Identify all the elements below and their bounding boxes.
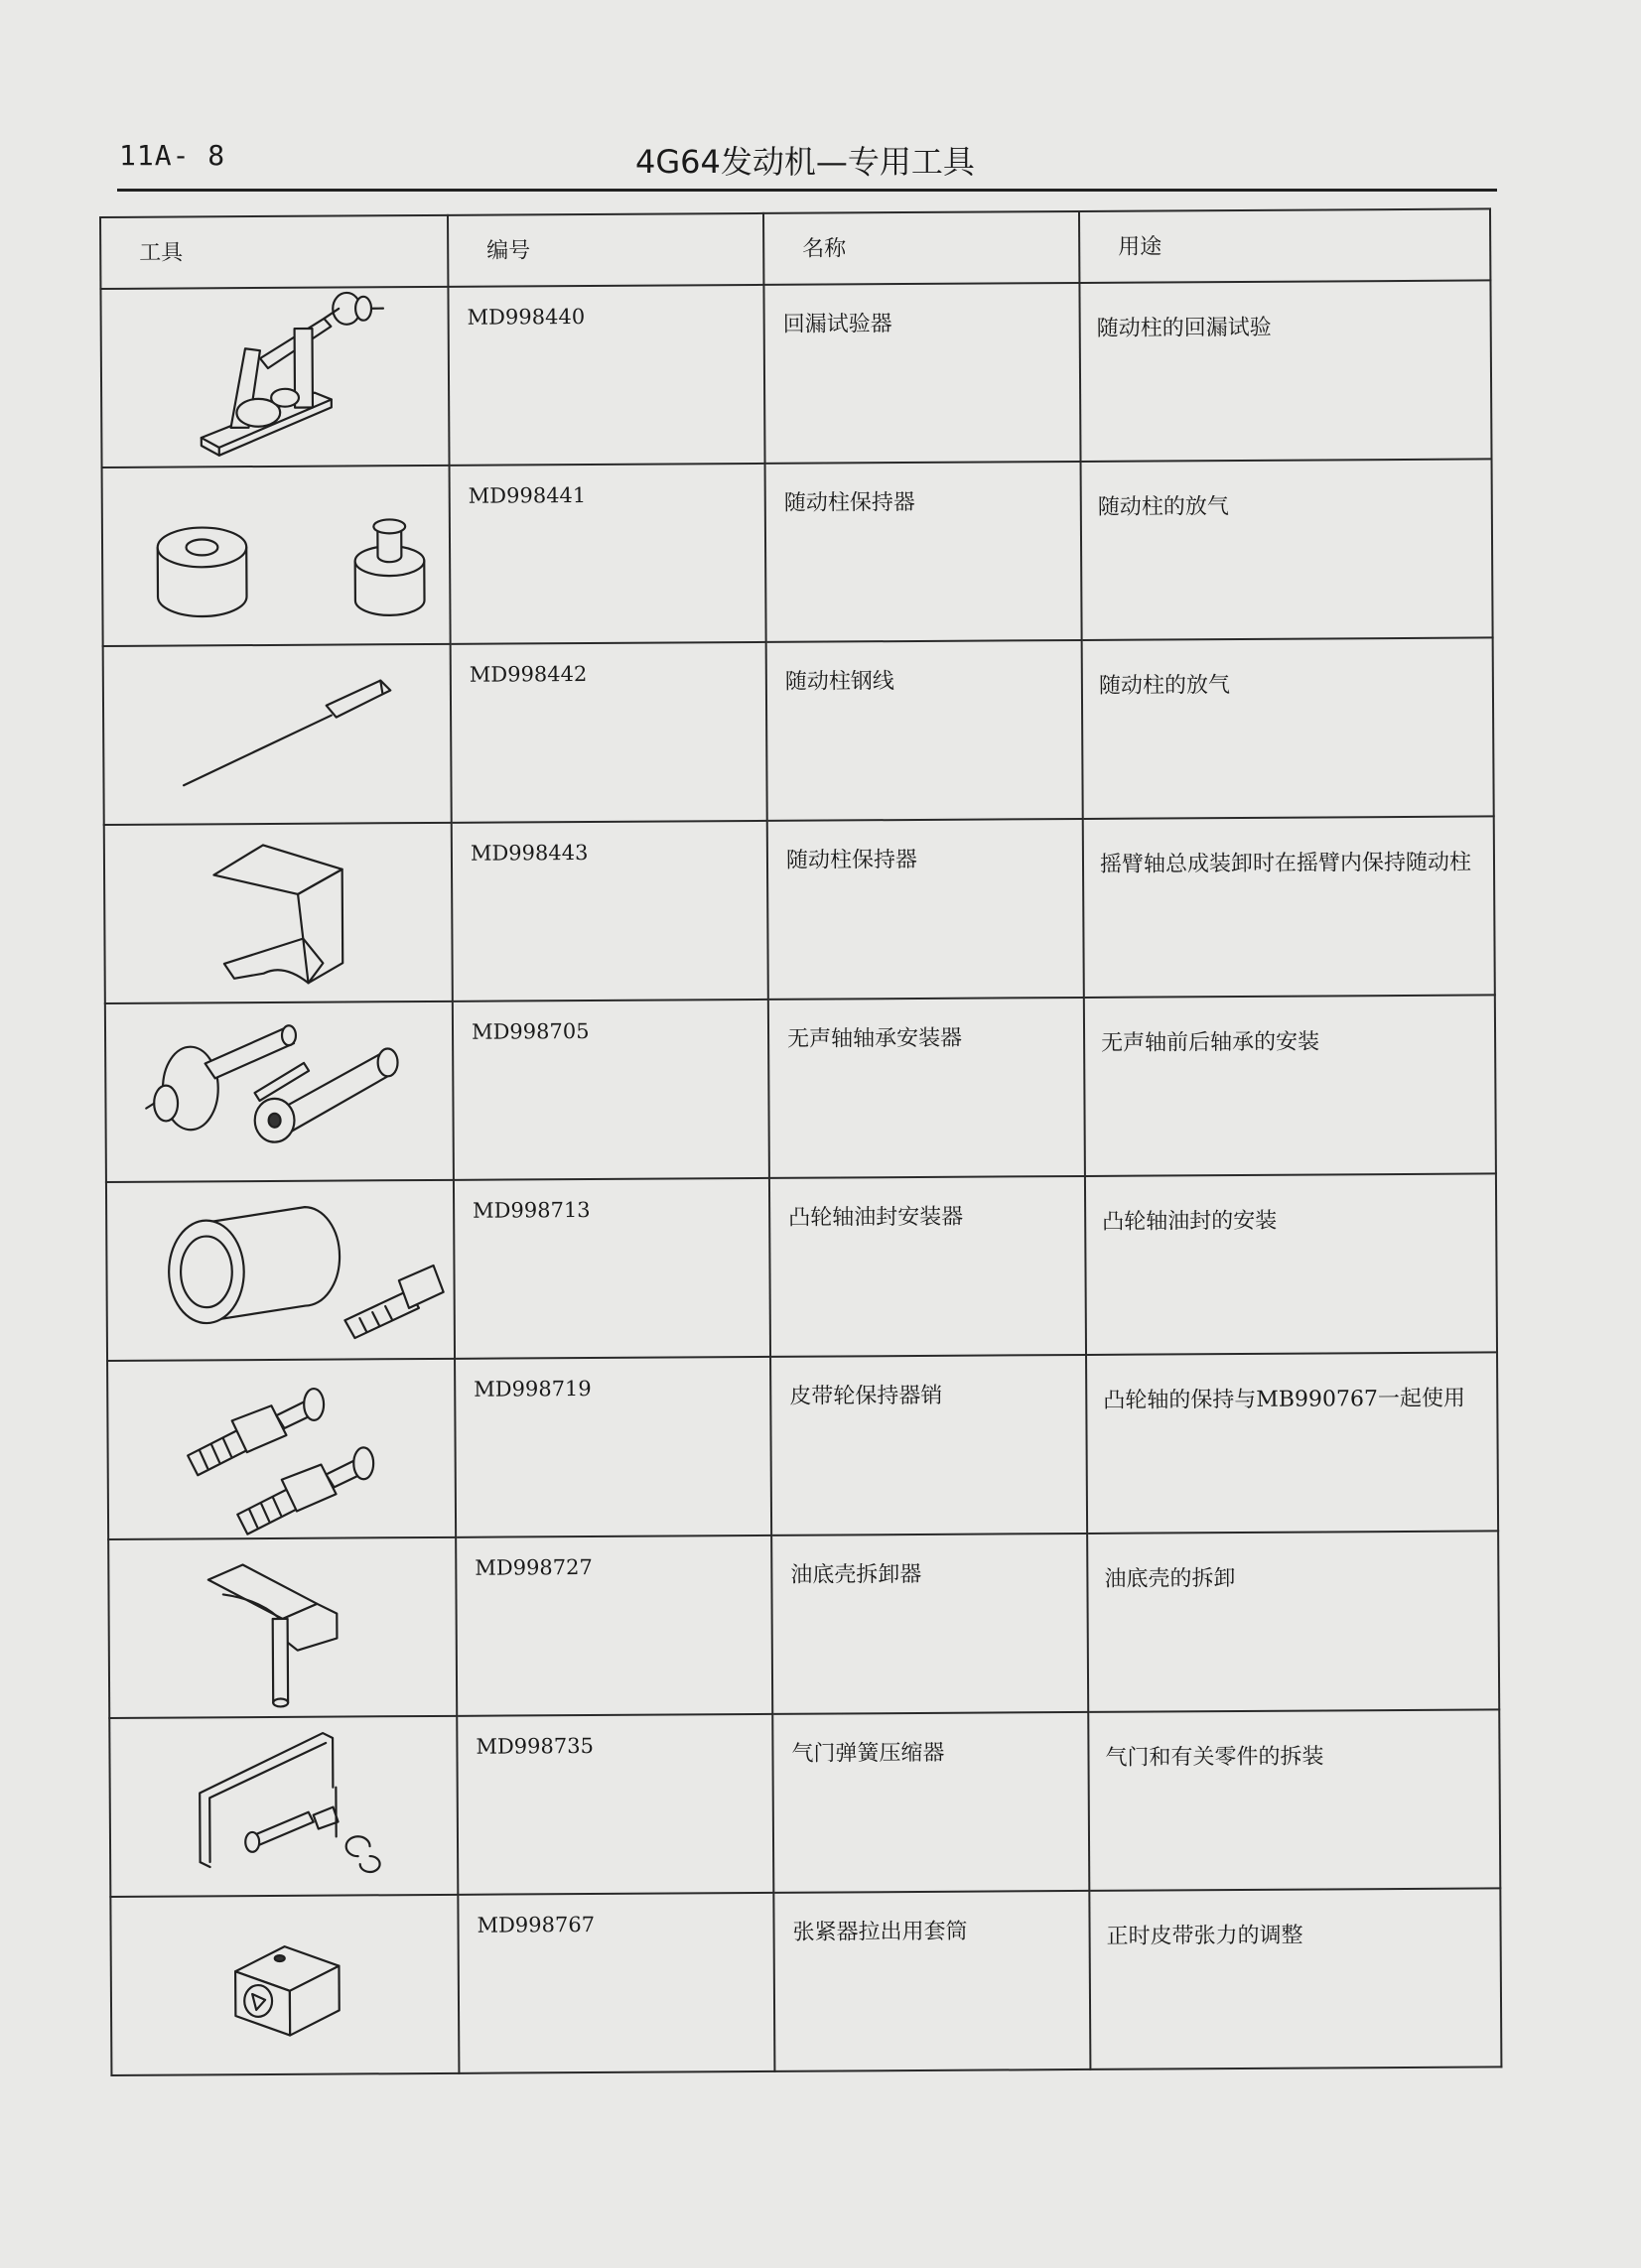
- oil-pan-remover-icon: [109, 1538, 456, 1717]
- tool-image-cell: [104, 823, 453, 1003]
- tool-use: 气门和有关零件的拆装: [1088, 1709, 1500, 1891]
- tool-number: MD998735: [457, 1714, 773, 1895]
- table-row: [103, 637, 1494, 825]
- table-row: [102, 459, 1493, 646]
- tool-number: MD998719: [455, 1357, 771, 1537]
- lash-adjuster-clip-icon: [105, 824, 452, 1002]
- header-divider: [117, 189, 1497, 192]
- tool-name: 随动柱保持器: [767, 819, 1084, 1000]
- tool-name: 随动柱保持器: [765, 462, 1082, 642]
- tool-use: 凸轮轴的保持与MB990767一起使用: [1086, 1352, 1498, 1534]
- column-header-tool: 工具: [100, 215, 448, 289]
- tool-use: 随动柱的放气: [1082, 637, 1494, 819]
- table-row: [109, 1709, 1500, 1897]
- table-row: [104, 816, 1495, 1003]
- lash-adjuster-wire-icon: [104, 645, 451, 824]
- tool-name: 随动柱钢线: [766, 640, 1083, 821]
- table-row: [100, 280, 1491, 467]
- page-code: 11A- 8: [119, 139, 226, 172]
- valve-spring-compressor-icon: [110, 1717, 457, 1896]
- camshaft-seal-installer-icon: [107, 1181, 454, 1360]
- tool-name: 回漏试验器: [763, 283, 1080, 464]
- tool-number: MD998441: [450, 464, 766, 644]
- pulley-holder-pin-icon: [108, 1360, 455, 1538]
- tool-number: MD998713: [454, 1178, 770, 1359]
- tool-use: 随动柱的回漏试验: [1079, 280, 1491, 462]
- column-header-use: 用途: [1079, 208, 1490, 283]
- tool-name: 凸轮轴油封安装器: [769, 1176, 1086, 1357]
- tool-image-cell: [110, 1895, 459, 2075]
- silent-shaft-bearing-installer-icon: [106, 1002, 453, 1181]
- leakdown-tester-icon: [101, 288, 448, 467]
- tool-use: 油底壳的拆卸: [1087, 1531, 1499, 1712]
- column-header-number: 编号: [448, 213, 763, 287]
- tool-use: 无声轴前后轴承的安装: [1084, 995, 1496, 1176]
- tool-number: MD998443: [452, 821, 768, 1001]
- tool-image-cell: [105, 1001, 454, 1182]
- tool-image-cell: [103, 644, 452, 825]
- tool-image-cell: [109, 1716, 458, 1897]
- tool-use: 随动柱的放气: [1081, 459, 1493, 640]
- tool-image-cell: [100, 287, 449, 467]
- tool-name: 张紧器拉出用套筒: [773, 1891, 1090, 2071]
- tool-name: 气门弹簧压缩器: [772, 1712, 1089, 1893]
- table-row: [106, 1173, 1497, 1361]
- tool-number: MD998767: [458, 1893, 774, 2073]
- page-title: 4G64发动机—专用工具: [635, 143, 975, 181]
- tool-number: MD998442: [451, 642, 767, 823]
- tool-name: 无声轴轴承安装器: [768, 998, 1085, 1178]
- table-row: [108, 1531, 1499, 1718]
- tool-name: 油底壳拆卸器: [771, 1534, 1088, 1714]
- tool-number: MD998727: [456, 1535, 772, 1716]
- table-header-row: [100, 208, 1490, 289]
- tool-image-cell: [102, 466, 451, 646]
- tool-use: 正时皮带张力的调整: [1089, 1888, 1501, 2069]
- tool-image-cell: [107, 1359, 456, 1539]
- special-tools-table: [99, 207, 1502, 2076]
- tool-number: MD998705: [453, 1000, 769, 1180]
- tool-use: 摇臂轴总成装卸时在摇臂内保持随动柱: [1083, 816, 1495, 998]
- table-row: [110, 1888, 1501, 2075]
- tool-image-cell: [108, 1537, 457, 1718]
- tool-name: 皮带轮保持器销: [770, 1355, 1087, 1535]
- tool-number: MD998440: [448, 285, 764, 466]
- table-row: [107, 1352, 1498, 1539]
- table-row: [105, 995, 1496, 1182]
- tool-use: 凸轮轴油封的安装: [1085, 1173, 1497, 1355]
- tensioner-socket-icon: [111, 1896, 458, 2074]
- tool-image-cell: [106, 1180, 455, 1361]
- column-header-name: 名称: [763, 211, 1079, 285]
- lash-adjuster-holder-icon: [103, 467, 450, 645]
